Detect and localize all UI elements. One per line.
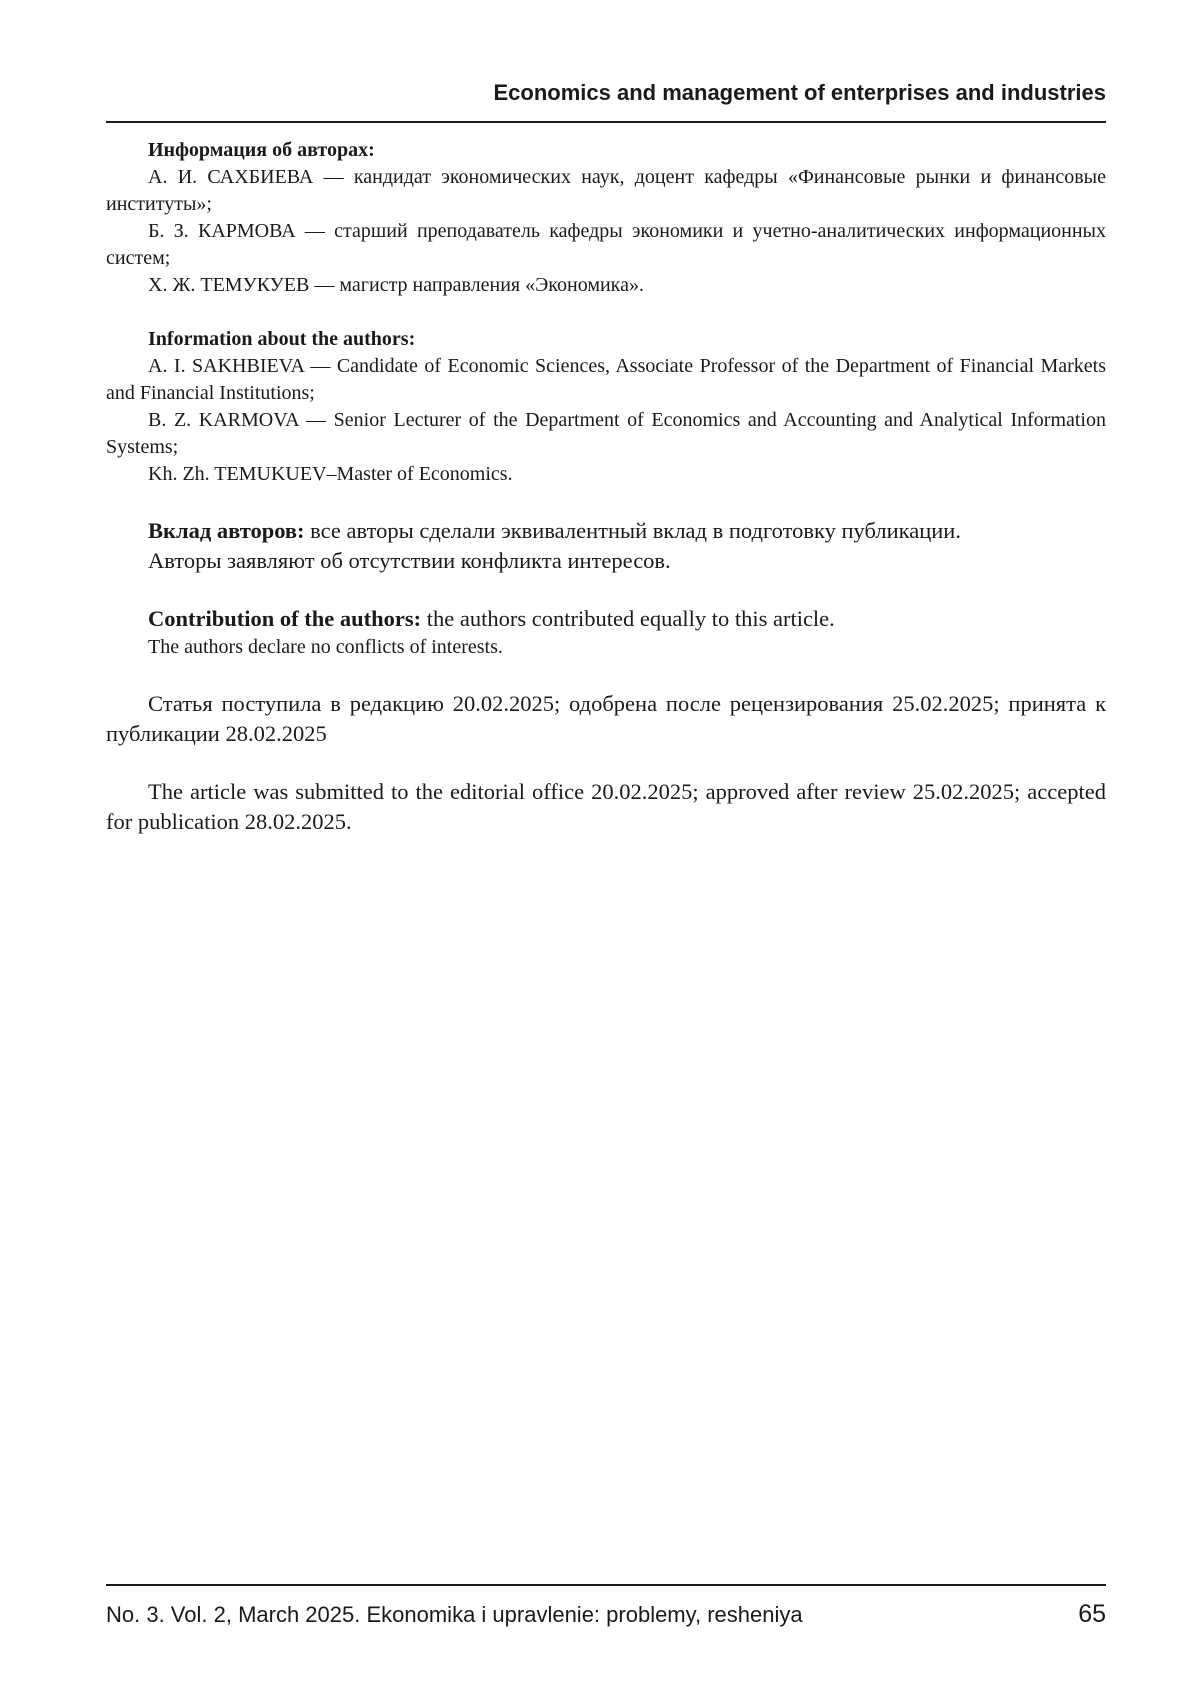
contribution-en-text: the authors contributed equally to this article. (421, 606, 835, 631)
footer-rule (106, 1584, 1106, 1586)
contribution-ru-text: все авторы сделали эквивалентный вклад в подготовку публикации. (305, 518, 961, 543)
contribution-en-line (106, 604, 1106, 634)
conflict-en: The authors declare no conflicts of interests. (106, 634, 1106, 661)
submission-dates-en: The article was submitted to the editorial office 20.02.2025; approved after review 25.02.2025; accepted for publication 28.02.2025. (106, 777, 1106, 837)
contribution-en (106, 604, 1106, 661)
authors-info-en (106, 326, 1106, 488)
contribution-en-label: Contribution of the authors: (148, 606, 421, 631)
conflict-ru: Авторы заявляют об отсутствии конфликта интересов. (106, 546, 1106, 576)
author-en-2: B. Z. KARMOVA — Senior Lecturer of the Department of Economics and Accounting and Analytical Information Systems; (106, 407, 1106, 461)
author-ru-3: Х. Ж. ТЕМУКУЕВ — магистр направления «Экономика». (106, 272, 1106, 299)
author-en-3: Kh. Zh. TEMUKUEV–Master of Economics. (106, 461, 1106, 488)
authors-info-ru (106, 137, 1106, 299)
authors-info-ru-heading: Информация об авторах: (106, 137, 1106, 164)
header-rule (106, 121, 1106, 123)
author-ru-2: Б. З. КАРМОВА — старший преподаватель кафедры экономики и учетно-аналитических информационных систем; (106, 218, 1106, 272)
contribution-ru (106, 516, 1106, 576)
submission-dates-ru: Статья поступила в редакцию 20.02.2025; одобрена после рецензирования 25.02.2025; принята к публикации 28.02.2025 (106, 689, 1106, 749)
author-en-1: A. I. SAKHBIEVA — Candidate of Economic Sciences, Associate Professor of the Department of Financial Markets and Financial Institutions; (106, 353, 1106, 407)
author-ru-1: А. И. САХБИЕВА — кандидат экономических наук, доцент кафедры «Финансовые рынки и финансовые институты»; (106, 164, 1106, 218)
contribution-ru-line (106, 516, 1106, 546)
contribution-ru-label: Вклад авторов: (148, 518, 305, 543)
authors-info-en-heading: Information about the authors: (106, 326, 1106, 353)
journal-citation: No. 3. Vol. 2, March 2025. Ekonomika i upravlenie: problemy, resheniya (106, 1602, 803, 1628)
page (0, 0, 1200, 1698)
article-end-matter (106, 137, 1106, 837)
page-footer (106, 1602, 1106, 1632)
page-number: 65 (1078, 1600, 1106, 1629)
running-header: Economics and management of enterprises and industries (106, 80, 1106, 106)
